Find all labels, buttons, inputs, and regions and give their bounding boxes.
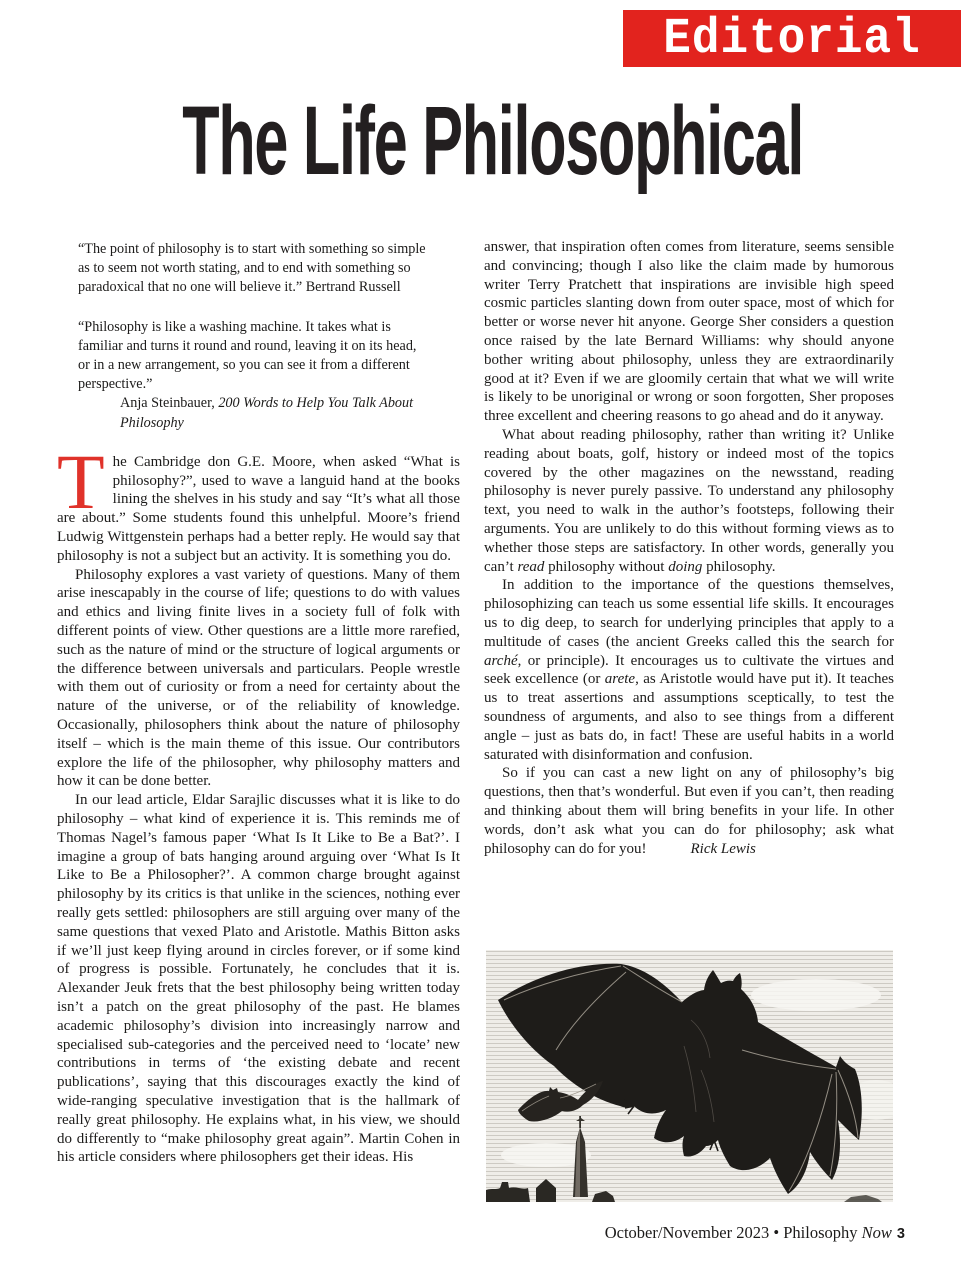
paragraph	[57, 437, 460, 566]
paragraph	[484, 426, 894, 576]
text-run: What about reading philosophy, rather than writing it? Unlike reading about boats, golf, history or indeed most of the topics covered by the other magazines on the newsstand, reading philosophy is never purely passive. To understand any philosophy text, you need to walk in the author’s footsteps, following their arguments. You are unlikely to do this without forming views as to whether those steps are satisfactory. In other words, generally you can’t	[484, 426, 894, 575]
text-run: philosophy without	[544, 558, 669, 575]
epigraph-russell	[78, 240, 430, 298]
text-run: , or principle). It encourages us to cultivate the virtues and seek excellence (or	[484, 652, 894, 688]
footer-magazine-name-italic: Now	[861, 1223, 892, 1242]
bat-engraving-svg	[486, 950, 893, 1202]
footer-page-number: 3	[896, 1226, 905, 1242]
text-run: philosophy.	[702, 558, 776, 575]
text-run: In our lead article, Eldar Sarajlic discusses what it is like to do philosophy – what kind of experience it is. This reminds me of Thomas Nagel’s famous paper ‘What Is It Like to Be a Bat?’. I imagine a group of bats hanging around arguing over ‘What Is It Like to Be a Philosopher?’. A common charge brought against philosophy by its critics is that unlike in the sciences, nothing ever really gets settled: philosophers are still arguing over many of the same questions that vexed Plato and Aristotle. Mathis Bitton asks if we’ll just keep flying around in circles forever, or if some kind of progress is possible. Fortunately, he concludes that it is. Alexander Jeuk frets that the best philosophy being written today isn’t a patch on the great philosophy of the past. He blames academic philosophy’s division into increasingly narrow and specialised sub-categories and the perceived need to ‘locate’ new contributions in terms of ‘the existing debate and recent publications’, saying that this discourages exactly the kind of wide-ranging speculative investigation that is the hallmark of really great philosophy. He explains what, in his view, we should do differently to “make philosophy great again”. Martin Cohen in his article considers where philosophers get their ideas. His	[57, 792, 460, 1166]
title-area	[0, 86, 961, 195]
column-right	[484, 238, 894, 858]
author-signature: Rick Lewis	[690, 840, 756, 857]
body-text-right	[484, 238, 894, 858]
epigraph-russell-text: “The point of philosophy is to start with something so simple as to seem not worth stating, and to end with something so paradoxical that no one will believe it.” Bertrand Russell	[78, 241, 426, 296]
text-run: answer, that inspiration often comes from literature, seems sensible and convincing; though I also like the claim made by humorous writer Terry Pratchett that inspirations are invisible high speed cosmic particles slanting down from outer space, most of which for better or worse never hit anyone. George Sher considers a question once raised by the late Bernard Williams: why should anyone bother writing about philosophy, unless they are extraordinarily good at it? Even if we are gloomily certain that what we will write is likely to be unoriginal or wrong or soon forgotten, Sher proposes three excellent and cheering reasons to go ahead and do it anyway.	[484, 239, 894, 425]
paragraph	[484, 764, 894, 858]
epigraph-attribution-work: 200 Words to Help You Talk About Philosophy	[120, 395, 414, 431]
drop-cap: T	[57, 437, 105, 525]
text-run: arete	[604, 671, 636, 688]
page-footer	[605, 1223, 905, 1243]
text-run: doing	[668, 558, 703, 575]
text-run: In addition to the importance of the questions themselves, philosophizing can teach us some essential life skills. It encourages us to dig deep, to search for underlying principles that apply to a multitude of cases (the ancient Greeks called this the search for	[484, 577, 894, 650]
text-run: read	[517, 558, 545, 575]
epigraph-attribution	[78, 394, 430, 432]
footer-issue-date: October/November 2023	[604, 1223, 770, 1242]
text-run: , as Aristotle would have put it). It teaches us to treat assertions and assumptions sceptically, to test the soundness of arguments, and also to see things from a different angle – just as bats do, in fact! These are useful habits in a world saturated with disinformation and confusion.	[484, 671, 894, 763]
paragraph	[57, 791, 460, 1167]
epigraph-steinbauer	[78, 318, 430, 433]
text-run: Philosophy explores a vast variety of questions. Many of them arise inescapably in the course of life; questions to do with values and ethics and living finite lives in a society full of folk with different points of view. Other questions are a little more rarefied, such as the nature of mind or the structure of logical arguments or the difference between universals and particulars. People wrestle with them out of curiosity or from a need for certainty about the nature of the universe, or of the reliability of knowledge. Occasionally, philosophers think about the nature of philosophy itself – which is the main theme of this issue. Our contributors explore the life of the philosopher, why philosophy matters and how it can be done better.	[57, 566, 460, 790]
bat-illustration	[486, 950, 893, 1202]
footer-separator: •	[769, 1223, 784, 1242]
footer-magazine-name: Philosophy	[783, 1223, 862, 1242]
text-run: he Cambridge don G.E. Moore, when asked “What is philosophy?”, used to wave a languid hand at the books lining the shelves in his study and say “It’s what all those are about.” Some students found this unhelpful. Moore’s friend Ludwig Wittgenstein perhaps had a better reply. He would say that philosophy is not a subject but an activity. It is something you do.	[57, 453, 460, 564]
paragraph	[484, 576, 894, 764]
page-title: The Life Philosophical	[182, 86, 804, 195]
body-text-left	[57, 437, 460, 1167]
epigraph-steinbauer-text: “Philosophy is like a washing machine. It takes what is familiar and turns it round and round, leaving it on its head, or in a new arrangement, so you can see it from a different perspective.”	[78, 318, 417, 393]
paragraph	[484, 238, 894, 426]
editorial-banner	[623, 10, 961, 67]
text-run: arché	[484, 652, 518, 669]
epigraph-attribution-name: Anja Steinbauer,	[120, 395, 219, 412]
editorial-banner-label: Editorial	[663, 10, 921, 67]
column-left	[57, 240, 460, 1167]
paragraph	[57, 566, 460, 792]
text-run: So if you can cast a new light on any of philosophy’s big questions, then that’s wonderful. But even if you can’t, then reading and thinking about them will bring benefits in your life. In other words, don’t ask what you can do for philosophy; ask what philosophy can do for you!	[484, 765, 894, 857]
